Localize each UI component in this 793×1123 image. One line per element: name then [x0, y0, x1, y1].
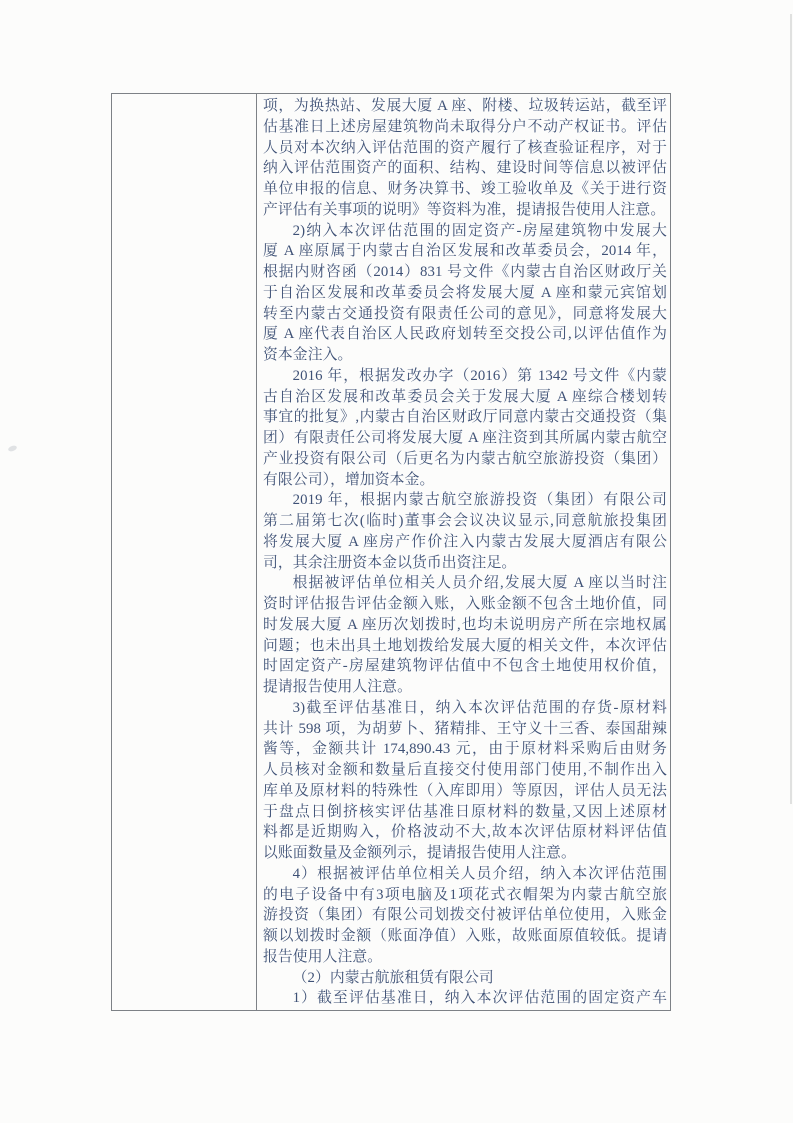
valuation-notes-table — [111, 93, 671, 1011]
text-line: 项，为换热站、发展大厦 A 座、附楼、垃圾转运站，截至评 — [263, 98, 667, 114]
text-line: 厦 A 座代表自治区人民政府划转至交投公司,以评估值作为 — [263, 326, 667, 343]
text-line: 时发展大厦 A 座历次划拨时,也均未说明房产所在宗地权属 — [263, 616, 667, 633]
text-line: （2）内蒙古航旅租赁有限公司 — [292, 969, 494, 986]
text-line: 料都是近期购入，价格波动不大,故本次评估原材料评估值 — [263, 824, 667, 841]
text-line: 单位申报的信息、财务决算书、竣工验收单及《关于进行资 — [263, 181, 667, 197]
text-line: 酱等，金额共计 174,890.43 元，由于原材料采购后由财务 — [263, 741, 667, 758]
text-line: 提请报告使用人注意。 — [263, 679, 412, 695]
text-line: 根据被评估单位相关人员介绍,发展大厦 A 座以当时注 — [292, 575, 667, 592]
text-line: 2019 年，根据内蒙古航空旅游投资（集团）有限公司 — [292, 492, 667, 509]
text-line: 以账面数量及金额列示，提请报告使用人注意。 — [263, 845, 576, 861]
text-line: 报告使用人注意。 — [263, 948, 383, 965]
scan-artifact-speck — [7, 445, 17, 453]
text-line: 第二届第七次(临时)董事会会议决议显示,同意航旅投集团 — [263, 513, 667, 529]
text-line: 问题；也未出具土地划拨给发展大厦的相关文件，本次评估 — [263, 637, 667, 654]
text-line: 2016 年，根据发改办字（2016）第 1342 号文件《内蒙 — [292, 367, 667, 384]
text-line: 资时评估报告评估金额入账，入账金额不包含土地价值，同 — [263, 596, 667, 612]
text-line: 事宜的批复》,内蒙古自治区财政厅同意内蒙古交通投资（集 — [263, 409, 667, 426]
text-line: 资本金注入。 — [263, 347, 353, 363]
scan-edge-shadow — [790, 14, 792, 804]
table-left-cell — [112, 94, 257, 1010]
text-line: 游投资（集团）有限公司划拨交付被评估单位使用，入账金 — [263, 907, 667, 924]
text-line: 于自治区发展和改革委员会将发展大厦 A 座和蒙元宾馆划 — [263, 284, 667, 301]
text-line: 产业投资有限公司（后更名为内蒙古航空旅游投资（集团） — [263, 450, 667, 467]
table-right-cell — [257, 94, 670, 1010]
text-line: 人员核对金额和数量后直接交付使用部门使用,不制作出入 — [263, 762, 667, 778]
text-line: 产评估有关事项的说明》等资料为准，提请报告使用人注意。 — [263, 201, 666, 218]
text-line: 人员对本次纳入评估范围的资产履行了核查验证程序，对于 — [263, 139, 667, 156]
text-line: 转至内蒙古交通投资有限责任公司的意见》，同意将发展大 — [263, 305, 667, 322]
text-line: 的电子设备中有3项电脑及1项花式衣帽架为内蒙古航空旅 — [263, 886, 667, 903]
text-line: 纳入评估范围资产的面积、结构、建设时间等信息以被评估 — [263, 160, 667, 177]
text-line: 有限公司），增加资本金。 — [263, 471, 435, 488]
text-line: 3)截至评估基准日，纳入本次评估范围的存货-原材料 — [292, 699, 667, 716]
text-line: 共计 598 项，为胡萝卜、猪精排、王守义十三香、泰国甜辣 — [263, 720, 667, 737]
text-line: 4）根据被评估单位相关人员介绍，纳入本次评估范围 — [292, 865, 667, 882]
text-line: 2)纳入本次评估范围的固定资产-房屋建筑物中发展大 — [292, 222, 667, 239]
text-line: 司，其余注册资本金以货币出资注足。 — [263, 554, 517, 571]
text-line: 将发展大厦 A 座房产作价注入内蒙古发展大厦酒店有限公 — [263, 533, 667, 550]
text-line: 于盘点日倒挤核实评估基准日原材料的数量,又因上述原材 — [263, 803, 667, 820]
text-line: 库单及原材料的特殊性（入库即用）等原因，评估人员无法 — [263, 782, 667, 799]
text-line: 1）截至评估基准日，纳入本次评估范围的固定资产车 — [292, 990, 667, 1007]
text-line: 额以划拨时金额（账面净值）入账，故账面原值较低。提请 — [263, 928, 667, 944]
text-line: 时固定资产-房屋建筑物评估值中不包含土地使用权价值， — [263, 658, 667, 675]
text-line: 估基准日上述房屋建筑物尚未取得分户不动产权证书。评估 — [263, 118, 667, 135]
text-line: 古自治区发展和改革委员会关于发展大厦 A 座综合楼划转 — [263, 388, 667, 405]
text-line: 团）有限责任公司将发展大厦 A 座注资到其所属内蒙古航空 — [263, 430, 667, 446]
text-line: 根据内财咨函（2014）831 号文件《内蒙古自治区财政厅关 — [263, 264, 667, 280]
text-line: 厦 A 座原属于内蒙古自治区发展和改革委员会，2014 年， — [263, 243, 667, 260]
